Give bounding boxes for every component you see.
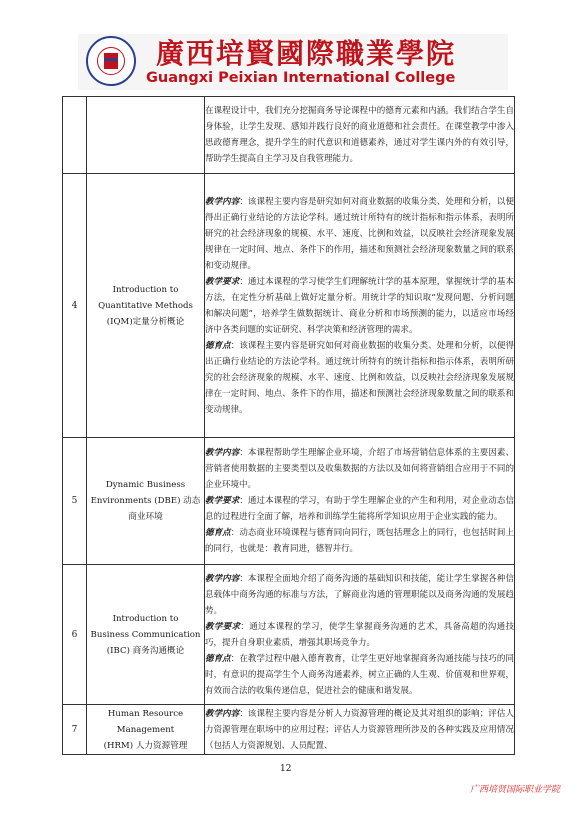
- college-name-chinese: 廣西培賢國際職業學院: [156, 37, 457, 70]
- course-name-line: Quantitative Methods: [98, 300, 193, 311]
- course-row: [63, 438, 515, 565]
- paragraph-text: ：本课程全面地介绍了商务沟通的基础知识和技能，能让学生掌握各种信息载体中商务沟通的标准与方法，了解商业沟通的管理职能以及商务沟通的发展趋势。: [205, 573, 514, 616]
- course-description: [205, 174, 515, 438]
- paragraph-text: ：该课程主要内容是研究如何对商业数据的收集分类、处理和分析，以便得出正确行业结论的方法论学科。通过统计所特有的统计指标和指示体系，表明所研究的社会经济现象的规模、水平、速度、比例和效益，以反映社会经济现象发展规律在一定时间、地点、条件下的作用，描述和预测社会经济现象数量之间的联系和变动规律。: [205, 196, 514, 271]
- footer-brand: 广西培贤国际职业学院: [470, 785, 561, 795]
- college-name-english: Guangxi Peixian International College: [146, 70, 456, 86]
- course-description: [205, 565, 515, 705]
- paragraph-label: 教学内容: [205, 708, 240, 719]
- description-paragraph: [205, 445, 514, 493]
- course-name-line: (HRM) 人力资源管理: [103, 740, 188, 751]
- paragraph-label: 教学要求: [205, 621, 241, 632]
- course-name-line: Introduction to: [112, 284, 179, 295]
- course-name-line: Dynamic Business: [105, 480, 186, 490]
- college-header: [78, 34, 508, 90]
- description-paragraph: [205, 194, 514, 274]
- paragraph-text: 在课程设计中，我们充分挖掘商务导论课程中的德育元素和内涵。我们结合学生自身体验，让学生发现、感知并践行良好的商业道德和社会责任。在课堂教学中渗入思政德育理念，提升学生的时代意识和道德素养，通过对学生课内外的有效引导，帮助学生提高自主学习及自我管理能力。: [205, 106, 514, 164]
- paragraph-text: ：该课程主要内容是研究如何对商业数据的收集分类、处理和分析，以便得出正确行业结论的方法论学科。通过统计所特有的统计指标和指示体系，表明所研究的社会经济现象的规模、水平、速度、比例和效益，以反映社会经济现象发展规律在一定时间、地点、条件下的作用，描述和预测社会经济现象数量之间的联系和变动规律。: [205, 340, 514, 415]
- course-row: [63, 565, 515, 705]
- page-number: 12: [280, 764, 292, 774]
- course-number: 7: [63, 705, 87, 755]
- logo-emblem: [104, 53, 118, 69]
- course-name: [87, 97, 205, 174]
- paragraph-text: ：通过本课程的学习，有助于学生理解企业的产生和利用，对企业动态信息的过程进行全面了解，培养和训练学生能将所学知识应用于企业实践的能力。: [205, 496, 514, 522]
- course-name: [87, 174, 205, 438]
- course-number: 6: [63, 565, 87, 705]
- course-name-line: Business Communication: [90, 629, 201, 640]
- course-name-line: (IBC) 商务沟通概论: [106, 645, 185, 656]
- course-name-line: Human Resource: [107, 708, 184, 719]
- paragraph-text: ：动态商业环境课程与德育同向同行，既包括理念上的同行，也包括时间上的同行，也就是：教育同进，德智并行。: [205, 528, 514, 554]
- course-name-line: Environments (DBE) 动态: [90, 496, 201, 506]
- paragraph-label: 德育点: [205, 653, 231, 664]
- paragraph-label: 德育点: [205, 528, 231, 538]
- paragraph-label: 教学内容: [205, 448, 240, 458]
- course-table: [62, 96, 515, 755]
- paragraph-text: ：在教学过程中融入德育教育，让学生更好地掌握商务沟通技能与技巧的同时，有意识的提高学生个人商务沟通素养，树立正确的人生观、价值观和世界观，有效而合法的收集传递信息，促进社会的健康和谐发展。: [205, 653, 514, 696]
- course-description: [205, 705, 515, 755]
- description-paragraph: [205, 571, 514, 619]
- course-description: [205, 97, 515, 174]
- paragraph-label: 教学内容: [205, 573, 240, 584]
- course-row: [63, 97, 515, 174]
- paragraph-label: 德育点: [205, 340, 231, 351]
- paragraph-label: 教学要求: [205, 276, 240, 287]
- description-paragraph: [205, 525, 514, 557]
- course-name: [87, 438, 205, 565]
- description-paragraph: [205, 651, 514, 699]
- course-number: [63, 97, 87, 174]
- course-description: [205, 438, 515, 565]
- course-name-line: 商业环境: [128, 512, 163, 522]
- description-paragraph: [205, 619, 514, 651]
- logo-stripe: [104, 58, 118, 61]
- course-row: [63, 705, 515, 755]
- paragraph-text: ：本课程帮助学生理解企业环境，介绍了市场营销信息体系的主要因素、营销者使用数据的主要类型以及收集数据的方法以及如何将营销组合应用于不同的企业环境中。: [205, 448, 514, 490]
- paragraph-text: ：该课程主要内容是分析人力资源管理的概论及其对组织的影响；评估人力资源管理在职场中的应用过程；评估人力资源管理所涉及的各种实践及应用情况（包括人力资源规划、人员配置、: [205, 708, 514, 751]
- course-name-line: (IQM)定量分析概论: [106, 316, 185, 327]
- course-name: [87, 565, 205, 705]
- paragraph-label: 教学要求: [205, 496, 240, 506]
- college-logo: [86, 36, 136, 86]
- course-number: 4: [63, 174, 87, 438]
- course-row: [63, 174, 515, 438]
- description-paragraph: [205, 274, 514, 338]
- description-paragraph: [205, 338, 514, 418]
- paragraph-text: ：通过本课程的学习使学生们理解统计学的基本原理，掌握统计学的基本方法，在定性分析基础上做好定量分析。用统计学的知识取“发现问题、分析问题和解决问题”，培养学生做数据统计、商业分析和市场预测的能力，以适应市场经济中各类问题的实证研究、科学决策和经济管理的需求。: [205, 276, 514, 335]
- course-name: [87, 705, 205, 755]
- course-number: 5: [63, 438, 87, 565]
- description-paragraph: [205, 103, 514, 167]
- description-paragraph: [205, 706, 514, 754]
- course-name-line: Introduction to: [112, 613, 179, 624]
- description-paragraph: [205, 493, 514, 525]
- paragraph-label: 教学内容: [205, 196, 240, 207]
- paragraph-text: ：通过本课程的学习，使学生掌握商务沟通的艺术，具备高超的沟通技巧，提升自身职业素质，增强其职场竞争力。: [205, 621, 514, 648]
- course-name-line: Management: [116, 724, 175, 735]
